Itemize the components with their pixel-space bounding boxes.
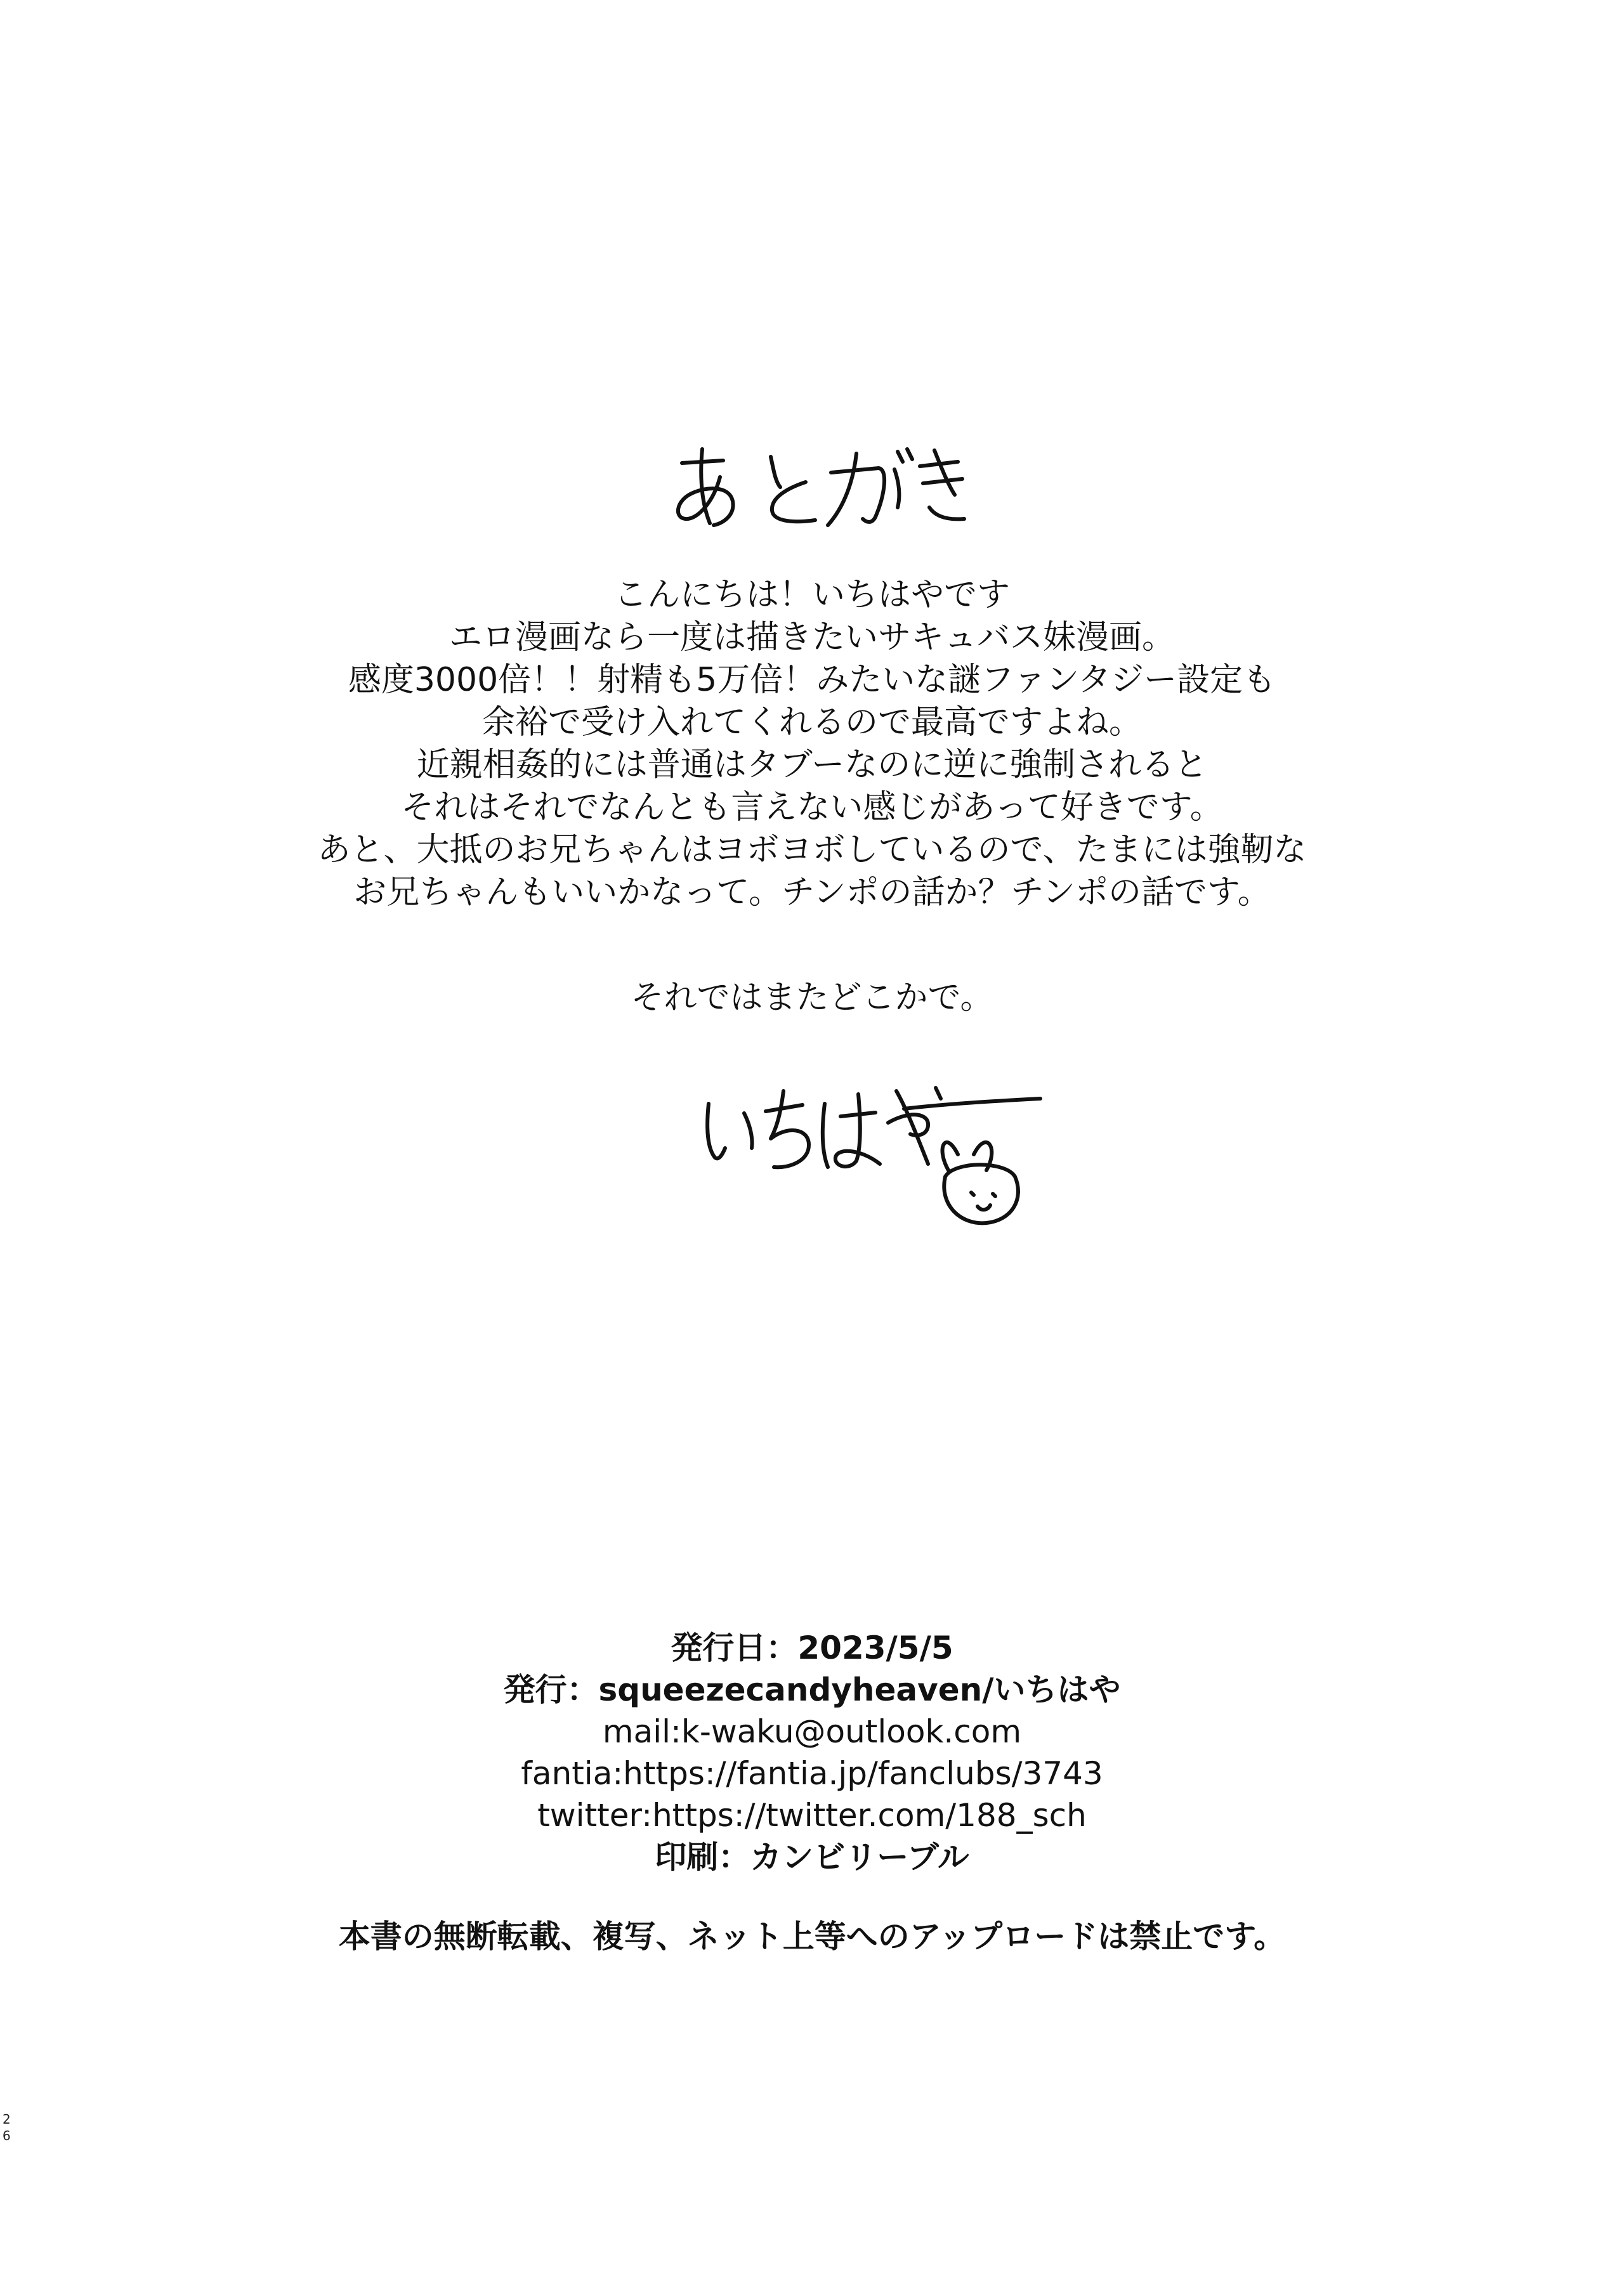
afterword-body [0,574,1624,914]
afterword-line: 余裕で受け入れてくれるので最高ですよね。 [481,703,1142,741]
colophon [0,1627,1624,1878]
fantia-link: fantia:https://fantia.jp/fanclubs/3743 [521,1755,1103,1792]
page-number [3,2111,18,2144]
twitter-link: twitter:https://twitter.com/188_sch [537,1797,1087,1834]
afterword-line: 近親相姦的には普通はタブーなのに逆に強制されると [416,746,1208,784]
printer: 印刷：カンビリーブル [655,1839,969,1876]
afterword-line: こんにちは！いちはやです [613,576,1010,614]
afterword-line: お兄ちゃんもいいかなって。チンポの話か？チンポの話です。 [353,873,1271,911]
page-number-digit: 6 [3,2128,11,2143]
page-number-digit: 2 [3,2112,11,2127]
closing-line: それではまたどこかで。 [631,979,993,1017]
contact-mail: mail:k-waku@outlook.com [602,1713,1022,1750]
afterword-line: あと、大抵のお兄ちゃんはヨボヨボしているので、たまには強靭な [317,831,1307,869]
copyright-notice: 本書の無断転載、複写、ネット上等へのアップロードは禁止です。 [338,1918,1286,1955]
signature-handwritten [695,1059,1050,1237]
afterword-line: それはそれでなんとも言えない感じがあって好きです。 [401,788,1223,826]
afterword-line: 感度3000倍！！射精も5万倍！みたいな謎ファンタジー設定も [348,661,1276,699]
publisher: 発行：squeezecandyheaven/いちはや [503,1671,1121,1708]
publish-date: 発行日：2023/5/5 [671,1630,953,1666]
title-handwritten [669,438,967,533]
afterword-line: エロ漫画なら一度は描きたいサキュバス妹漫画。 [449,618,1175,657]
